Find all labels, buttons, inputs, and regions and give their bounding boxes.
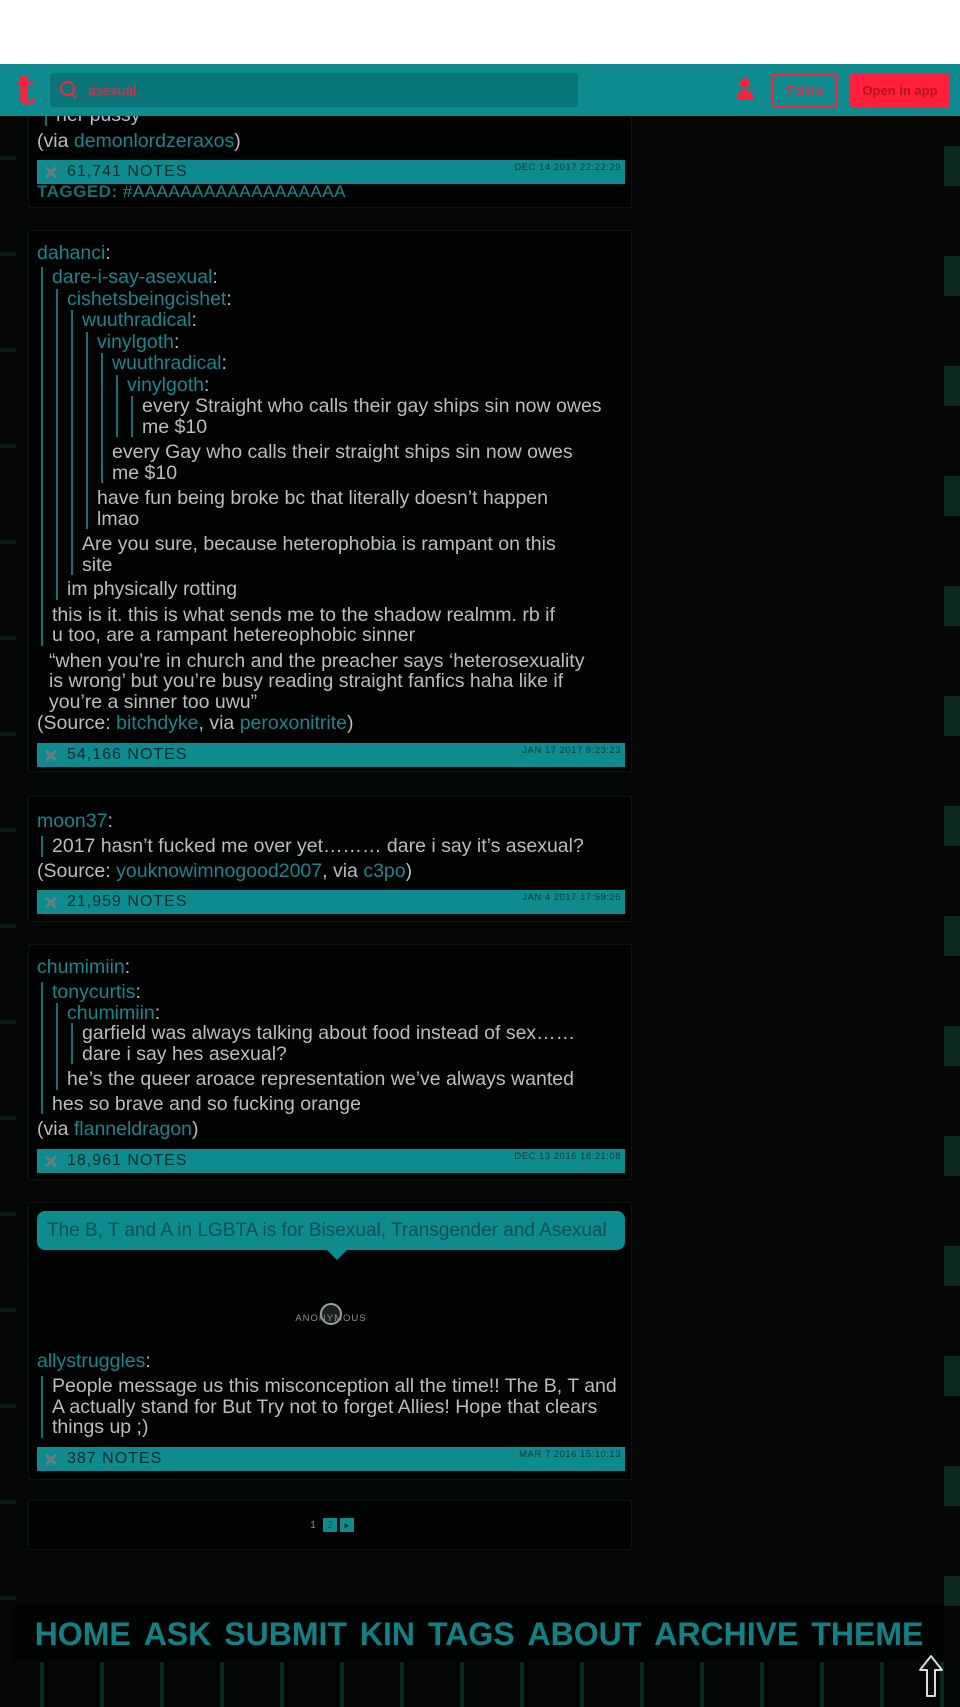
source-line: (Source: youknowimnogood2007, via c3po) — [37, 860, 413, 882]
pagination — [28, 1500, 632, 1550]
notes-count: 61,741 NOTES — [67, 163, 188, 180]
tumblr-logo-icon[interactable]: t — [16, 65, 36, 114]
notes-count: 387 NOTES — [67, 1450, 163, 1467]
post-3 — [28, 796, 632, 922]
reblog-icon — [44, 748, 58, 762]
tag-link[interactable]: #AAAAAAAAAAAAAAAAAA — [122, 182, 346, 201]
notes-count: 21,959 NOTES — [67, 893, 188, 910]
reblog-icon — [44, 1452, 58, 1466]
tumblr-header — [0, 64, 960, 116]
post-date: JAN 4 2017 17:59:26 — [522, 892, 621, 903]
via-line: (via demonlordzeraxos) — [37, 130, 241, 152]
follow-button[interactable]: Follow — [772, 73, 838, 107]
notes-bar[interactable] — [37, 743, 625, 767]
nav-about[interactable]: ABOUT — [527, 1615, 642, 1652]
status-area — [0, 0, 960, 64]
nav-home[interactable]: HOME — [34, 1615, 131, 1652]
reblog-user: dahanci: — [37, 242, 111, 264]
account-icon[interactable] — [735, 78, 755, 102]
notes-bar[interactable] — [37, 1149, 625, 1173]
answerer: allystruggles: — [37, 1350, 151, 1372]
source-line: (Source: bitchdyke, via peroxonitrite) — [37, 712, 354, 734]
nav-submit[interactable]: SUBMIT — [224, 1615, 347, 1652]
post-date: DEC 13 2016 18:21:08 — [514, 1151, 621, 1162]
asker-name: ANONYMOUS — [295, 1313, 367, 1324]
search-input[interactable] — [50, 73, 578, 107]
next-page-icon[interactable]: ► — [340, 1518, 354, 1532]
post-2 — [28, 230, 632, 772]
post-4 — [28, 944, 632, 1180]
via-user-link[interactable]: demonlordzeraxos — [73, 130, 235, 152]
search-value: asexual — [88, 82, 137, 98]
ask-question: The B, T and A in LGBTA is for Bisexual, Transgender and Asexual — [37, 1211, 625, 1250]
post-date: JAN 17 2017 9:23:23 — [522, 745, 621, 756]
notes-count: 18,961 NOTES — [67, 1152, 188, 1169]
post-date: MAR 7 2016 15:10:13 — [519, 1449, 621, 1460]
reblog-icon — [44, 165, 58, 179]
reblog-thread: tonycurtis: chumimiin: garfield was always talking about food instead of sex…… dare i say hes asexual? he’s the queer aroace representation we’ve always wanted hes so brave and so fucking orange — [37, 982, 625, 1114]
post-5-ask — [28, 1202, 632, 1480]
tags-line: TAGGED: #AAAAAAAAAAAAAAAAAA — [37, 182, 346, 201]
post-date: DEC 14 2017 22:22:29 — [514, 162, 621, 173]
search-icon — [60, 81, 78, 99]
footer-nav — [14, 1606, 944, 1662]
bottom-decor-band — [0, 1662, 960, 1707]
notes-bar[interactable] — [37, 160, 625, 184]
notes-bar[interactable] — [37, 890, 625, 914]
nav-archive[interactable]: ARCHIVE — [654, 1615, 799, 1652]
reblog-icon — [44, 1154, 58, 1168]
nav-theme[interactable]: THEME — [811, 1615, 924, 1652]
answer-text: People message us this misconception all the time!! The B, T and A actually stand for But Try not to forget Allies! Hope that clears things up ;) — [41, 1376, 625, 1438]
open-in-app-button[interactable]: Open in app — [850, 73, 950, 107]
quote-text: 2017 hasn’t fucked me over yet……… dare i say it’s asexual? — [41, 836, 584, 857]
scroll-to-top-icon[interactable] — [918, 1654, 944, 1698]
reblog-icon — [44, 895, 58, 909]
page-1-link[interactable]: 1 — [310, 1519, 316, 1531]
nav-tags[interactable]: TAGS — [428, 1615, 515, 1652]
notes-count: 54,166 NOTES — [67, 746, 188, 763]
nav-kin[interactable]: KIN — [359, 1615, 416, 1652]
reblog-user: chumimiin: — [37, 956, 131, 978]
reblog-thread: dare-i-say-asexual: cishetsbeingcishet: wuuthradical: vinylgoth: wuuthradical: vinylgoth: every Straight who calls their gay ships sin now owes me $10 every Gay who calls their straight ships sin now owes me $10 have fun being broke bc that literally doesn’t happen lmao Are you sure, because heterophobia is rampant on this site im physically rotting this is it. this is what sends me to the shadow realmm. rb if u too, are a rampant hetereophobic sinner “when you’re in church and the preacher says ‘heterosexuality is wrong’ but you’re busy reading straight fanfics haha like if you’re a sinner too uwu” — [37, 267, 625, 712]
right-decor-stripe — [944, 116, 960, 1606]
left-decor-stripe — [0, 116, 16, 1606]
post-1 — [28, 100, 632, 208]
nav-ask[interactable]: ASK — [143, 1615, 212, 1652]
page-2-current: 2 — [323, 1518, 337, 1532]
via-line: (via flanneldragon) — [37, 1118, 199, 1140]
reblog-user: moon37: — [37, 810, 113, 832]
notes-bar[interactable] — [37, 1447, 625, 1471]
